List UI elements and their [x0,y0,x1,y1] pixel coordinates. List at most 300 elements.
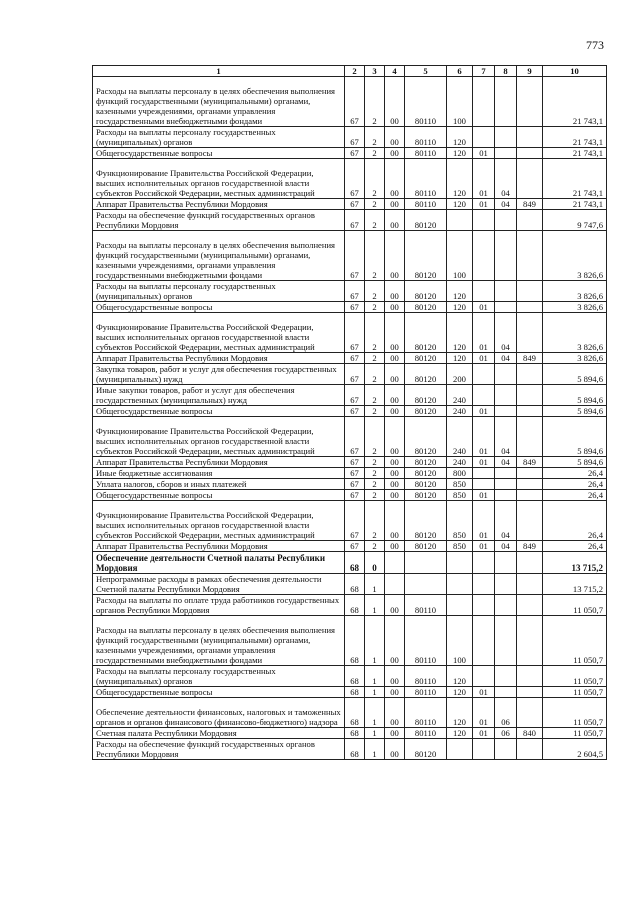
row-code [495,231,517,281]
row-code: 00 [385,148,405,159]
row-description: Расходы на выплаты по оплате труда работников государственных органов Республики Мордовия [93,595,345,616]
row-code: 01 [473,687,495,698]
row-amount: 5 894,6 [543,457,607,468]
row-code: 2 [365,490,385,501]
row-code [385,574,405,595]
row-code: 1 [365,728,385,739]
row-code: 80120 [405,353,447,364]
row-code: 2 [365,199,385,210]
row-code: 2 [365,127,385,148]
table-row [93,281,607,302]
table-row [93,148,607,159]
table-row [93,457,607,468]
row-code [517,698,543,728]
row-code: 80120 [405,468,447,479]
row-code: 120 [447,666,473,687]
row-code: 80120 [405,302,447,313]
table-row [93,313,607,353]
row-code: 67 [345,210,365,231]
row-description: Расходы на выплаты персоналу в целях обеспечения выполнения функций государственными (муниципальными) органами, казенными учреждениями, органами управления государственными внебюджетными фондами [93,77,345,127]
row-code: 100 [447,231,473,281]
row-code [473,552,495,574]
row-code [517,479,543,490]
row-description: Счетная палата Республики Мордовия [93,728,345,739]
row-code: 00 [385,687,405,698]
row-code: 80120 [405,385,447,406]
row-amount: 3 826,6 [543,302,607,313]
row-code [517,468,543,479]
row-code [517,385,543,406]
row-code: 00 [385,501,405,541]
row-code [495,127,517,148]
row-code: 68 [345,698,365,728]
row-code: 01 [473,490,495,501]
row-code: 849 [517,199,543,210]
row-code: 1 [365,687,385,698]
row-code [405,574,447,595]
row-code: 240 [447,457,473,468]
row-code: 800 [447,468,473,479]
row-amount: 21 743,1 [543,127,607,148]
row-code: 00 [385,385,405,406]
header-row [93,66,607,77]
row-code: 00 [385,231,405,281]
row-code: 2 [365,302,385,313]
row-code: 80110 [405,728,447,739]
row-code: 80120 [405,501,447,541]
row-code: 849 [517,541,543,552]
column-header: 8 [495,66,517,77]
column-header: 9 [517,66,543,77]
table-row [93,687,607,698]
row-code: 67 [345,313,365,353]
row-code: 67 [345,353,365,364]
row-code: 00 [385,490,405,501]
row-code: 80110 [405,127,447,148]
row-code: 850 [447,490,473,501]
row-code: 80110 [405,595,447,616]
row-description: Непрограммные расходы в рамках обеспечения деятельности Счетной палаты Республики Мордовия [93,574,345,595]
row-code [495,574,517,595]
row-amount: 5 894,6 [543,417,607,457]
row-code: 80120 [405,281,447,302]
row-code: 2 [365,231,385,281]
row-code: 67 [345,159,365,199]
row-amount: 11 050,7 [543,687,607,698]
column-header: 5 [405,66,447,77]
row-code: 04 [495,353,517,364]
row-code [517,313,543,353]
row-code: 67 [345,364,365,385]
row-code: 2 [365,541,385,552]
row-code: 67 [345,302,365,313]
row-amount: 26,4 [543,468,607,479]
row-code [517,501,543,541]
row-code [473,231,495,281]
row-amount: 26,4 [543,479,607,490]
row-code: 06 [495,698,517,728]
row-code: 2 [365,417,385,457]
row-amount: 13 715,2 [543,552,607,574]
row-code: 80120 [405,541,447,552]
row-amount: 3 826,6 [543,353,607,364]
row-description: Аппарат Правительства Республики Мордовия [93,199,345,210]
row-description: Аппарат Правительства Республики Мордовия [93,457,345,468]
row-code: 67 [345,501,365,541]
row-code: 67 [345,406,365,417]
row-code [517,231,543,281]
row-code [495,595,517,616]
row-code [495,302,517,313]
row-code: 01 [473,159,495,199]
row-description: Общегосударственные вопросы [93,406,345,417]
row-amount: 11 050,7 [543,595,607,616]
row-code: 00 [385,698,405,728]
row-code: 00 [385,353,405,364]
row-code [495,552,517,574]
row-description: Иные бюджетные ассигнования [93,468,345,479]
row-code: 00 [385,77,405,127]
table-row [93,353,607,364]
budget-table [92,65,607,760]
row-code: 06 [495,728,517,739]
row-code [473,595,495,616]
row-code: 67 [345,468,365,479]
row-code: 120 [447,127,473,148]
row-code: 67 [345,127,365,148]
row-code: 120 [447,302,473,313]
table-row [93,574,607,595]
row-code: 00 [385,199,405,210]
row-code: 240 [447,406,473,417]
row-description: Расходы на выплаты персоналу в целях обеспечения выполнения функций государственными (муниципальными) органами, казенными учреждениями, органами управления государственными внебюджетными фондами [93,231,345,281]
row-code [517,687,543,698]
row-code: 67 [345,231,365,281]
row-code [473,666,495,687]
row-code: 68 [345,574,365,595]
table-row [93,77,607,127]
row-code: 67 [345,490,365,501]
row-code: 2 [365,159,385,199]
row-code: 2 [365,210,385,231]
row-code [495,364,517,385]
row-code: 2 [365,77,385,127]
row-code: 80110 [405,616,447,666]
row-code: 80120 [405,406,447,417]
row-code: 00 [385,479,405,490]
row-code: 00 [385,728,405,739]
row-code [517,210,543,231]
row-code: 67 [345,199,365,210]
row-code: 01 [473,728,495,739]
row-code: 120 [447,159,473,199]
row-code [473,385,495,406]
row-description: Обеспечение деятельности Счетной палаты Республики Мордовия [93,552,345,574]
row-code: 80110 [405,77,447,127]
row-code [447,552,473,574]
row-amount: 26,4 [543,490,607,501]
row-code [517,302,543,313]
row-code: 850 [447,501,473,541]
row-code [473,210,495,231]
row-code [473,127,495,148]
row-code: 04 [495,457,517,468]
row-code: 00 [385,302,405,313]
row-code [473,468,495,479]
row-code: 80120 [405,739,447,760]
row-code: 00 [385,210,405,231]
row-code: 2 [365,313,385,353]
row-description: Функционирование Правительства Российской Федерации, высших исполнительных органов государственной власти субъектов Российской Федерации, местных администраций [93,159,345,199]
row-code [495,666,517,687]
row-code [517,127,543,148]
row-code: 67 [345,457,365,468]
row-code: 04 [495,199,517,210]
table-row [93,739,607,760]
table-row [93,199,607,210]
row-code [517,159,543,199]
row-code: 0 [365,552,385,574]
row-code: 68 [345,595,365,616]
row-code: 00 [385,406,405,417]
row-code: 100 [447,616,473,666]
row-code: 01 [473,353,495,364]
row-code [517,490,543,501]
row-code [447,739,473,760]
table-row [93,490,607,501]
row-code [517,364,543,385]
row-code [495,385,517,406]
row-code: 2 [365,385,385,406]
row-code [495,616,517,666]
row-description: Закупка товаров, работ и услуг для обеспечения государственных (муниципальных) нужд [93,364,345,385]
row-code: 120 [447,698,473,728]
row-code: 80120 [405,457,447,468]
row-amount: 3 826,6 [543,281,607,302]
row-code: 2 [365,148,385,159]
row-code: 00 [385,541,405,552]
column-header: 4 [385,66,405,77]
row-description: Расходы на выплаты персоналу государственных (муниципальных) органов [93,127,345,148]
row-code: 1 [365,698,385,728]
row-code: 01 [473,501,495,541]
row-code: 67 [345,281,365,302]
table-row [93,501,607,541]
row-amount: 2 604,5 [543,739,607,760]
column-header: 1 [93,66,345,77]
row-description: Расходы на выплаты персоналу в целях обеспечения выполнения функций государственными (муниципальными) органами, казенными учреждениями, органами управления государственными внебюджетными фондами [93,616,345,666]
row-code [517,77,543,127]
table-row [93,127,607,148]
table-row [93,385,607,406]
row-code: 849 [517,457,543,468]
row-code: 68 [345,739,365,760]
row-code: 04 [495,313,517,353]
row-code [517,739,543,760]
row-code [473,364,495,385]
row-code: 240 [447,417,473,457]
page-number: 773 [586,38,604,52]
row-amount: 13 715,2 [543,574,607,595]
row-code: 120 [447,281,473,302]
row-code [517,406,543,417]
row-code: 2 [365,501,385,541]
row-code [517,616,543,666]
column-header: 2 [345,66,365,77]
row-code: 80110 [405,666,447,687]
row-code: 2 [365,468,385,479]
row-code: 840 [517,728,543,739]
row-code: 68 [345,666,365,687]
row-code: 2 [365,457,385,468]
row-code: 01 [473,457,495,468]
row-code [473,574,495,595]
row-code [495,281,517,302]
row-description: Аппарат Правительства Республики Мордовия [93,353,345,364]
row-code: 04 [495,417,517,457]
row-code: 67 [345,148,365,159]
row-code [473,281,495,302]
row-code [495,739,517,760]
table-row [93,698,607,728]
row-code: 00 [385,159,405,199]
row-code: 00 [385,457,405,468]
row-code: 80110 [405,148,447,159]
row-code: 850 [447,479,473,490]
row-code: 120 [447,687,473,698]
row-code: 849 [517,353,543,364]
row-description: Общегосударственные вопросы [93,302,345,313]
row-description: Функционирование Правительства Российской Федерации, высших исполнительных органов государственной власти субъектов Российской Федерации, местных администраций [93,313,345,353]
row-code [517,595,543,616]
row-code: 00 [385,364,405,385]
row-code: 04 [495,159,517,199]
row-code: 67 [345,77,365,127]
row-description: Функционирование Правительства Российской Федерации, высших исполнительных органов государственной власти субъектов Российской Федерации, местных администраций [93,501,345,541]
row-code: 80120 [405,313,447,353]
table-row [93,406,607,417]
row-code: 80120 [405,231,447,281]
row-code: 2 [365,353,385,364]
row-amount: 3 826,6 [543,313,607,353]
row-code: 80120 [405,210,447,231]
row-code: 68 [345,687,365,698]
row-amount: 9 747,6 [543,210,607,231]
row-code: 01 [473,406,495,417]
column-header: 3 [365,66,385,77]
row-code: 80110 [405,687,447,698]
row-amount: 11 050,7 [543,698,607,728]
row-code: 80110 [405,159,447,199]
table-row [93,541,607,552]
table-row [93,468,607,479]
column-header: 7 [473,66,495,77]
row-code [495,210,517,231]
row-code: 01 [473,541,495,552]
row-description: Общегосударственные вопросы [93,148,345,159]
table-row [93,231,607,281]
row-code [405,552,447,574]
row-code: 80120 [405,490,447,501]
row-description: Расходы на выплаты персоналу государственных (муниципальных) органов [93,666,345,687]
table-row [93,666,607,687]
row-code: 2 [365,281,385,302]
row-code: 00 [385,666,405,687]
row-description: Расходы на обеспечение функций государственных органов Республики Мордовия [93,210,345,231]
row-code: 01 [473,302,495,313]
row-code [495,468,517,479]
row-amount: 5 894,6 [543,385,607,406]
row-amount: 3 826,6 [543,231,607,281]
row-amount: 21 743,1 [543,77,607,127]
column-header: 10 [543,66,607,77]
row-code: 01 [473,199,495,210]
row-code: 68 [345,616,365,666]
row-code [447,210,473,231]
row-description: Аппарат Правительства Республики Мордовия [93,541,345,552]
row-code: 67 [345,417,365,457]
row-description: Расходы на выплаты персоналу государственных (муниципальных) органов [93,281,345,302]
table-row [93,616,607,666]
table-body [93,77,607,760]
row-code: 850 [447,541,473,552]
row-code: 00 [385,616,405,666]
row-amount: 21 743,1 [543,159,607,199]
row-code: 240 [447,385,473,406]
row-description: Общегосударственные вопросы [93,490,345,501]
row-amount: 11 050,7 [543,616,607,666]
row-amount: 5 894,6 [543,364,607,385]
row-code: 00 [385,127,405,148]
row-code [517,666,543,687]
row-code: 68 [345,728,365,739]
row-code: 01 [473,417,495,457]
row-amount: 21 743,1 [543,199,607,210]
row-code [495,406,517,417]
row-code: 04 [495,541,517,552]
row-code [495,479,517,490]
row-code [385,552,405,574]
row-code [473,739,495,760]
row-code: 67 [345,479,365,490]
row-code: 120 [447,199,473,210]
row-code: 00 [385,281,405,302]
row-code: 00 [385,417,405,457]
row-code [495,148,517,159]
row-code [473,479,495,490]
row-code [447,574,473,595]
table-row [93,364,607,385]
row-code: 120 [447,313,473,353]
row-code: 1 [365,666,385,687]
row-code: 120 [447,353,473,364]
table-row [93,159,607,199]
table-row [93,302,607,313]
row-code [495,77,517,127]
row-code [517,148,543,159]
table-row [93,479,607,490]
row-code: 80110 [405,199,447,210]
row-code: 1 [365,739,385,760]
table-row [93,728,607,739]
row-code: 00 [385,595,405,616]
row-description: Уплата налогов, сборов и иных платежей [93,479,345,490]
row-code [517,417,543,457]
row-code [495,687,517,698]
row-code: 00 [385,739,405,760]
row-code [495,490,517,501]
row-description: Иные закупки товаров, работ и услуг для обеспечения государственных (муниципальных) нужд [93,385,345,406]
